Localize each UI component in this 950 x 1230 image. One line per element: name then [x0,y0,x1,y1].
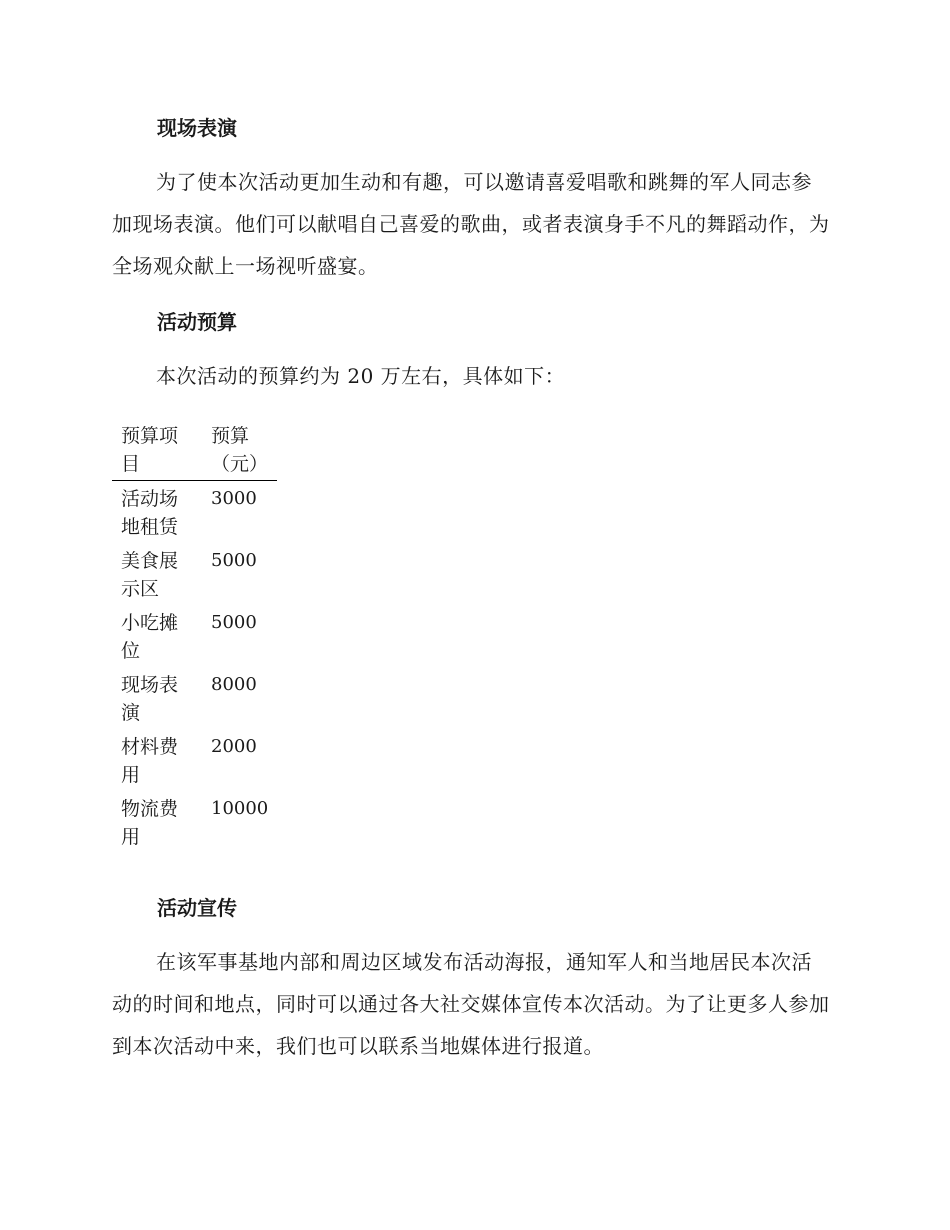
budget-table-header-amount: 预算（元） [211,425,269,475]
budget-item-cell: 现场表演 [121,674,179,724]
budget-item-cell: 物流费用 [121,798,179,848]
paragraph-performance: 为了使本次活动更加生动和有趣，可以邀请喜爱唱歌和跳舞的军人同志参加现场表演。他们可以献唱自己喜爱的歌曲，或者表演身手不凡的舞蹈动作，为全场观众献上一场视听盛宴。 [112,170,830,278]
budget-item-cell: 美食展示区 [121,550,179,600]
budget-item-cell: 材料费用 [121,736,179,786]
table-row [112,481,277,544]
budget-item-cell: 小吃摊位 [121,612,179,662]
budget-table-header-row [112,418,277,481]
paragraph-budget-intro: 本次活动的预算约为 20 万左右，具体如下： [156,364,566,388]
table-row [112,605,277,667]
budget-table-header-item: 预算项目 [121,425,179,475]
paragraph-promotion: 在该军事基地内部和周边区域发布活动海报，通知军人和当地居民本次活动的时间和地点，同时可以通过各大社交媒体宣传本次活动。为了让更多人参加到本次活动中来，我们也可以联系当地媒体进行报道。 [112,950,830,1058]
table-row [112,543,277,605]
budget-amount-cell: 5000 [211,550,257,571]
budget-table [112,418,277,853]
budget-amount-cell: 2000 [211,736,257,757]
table-row [112,791,277,853]
table-row [112,729,277,791]
section-heading-performance: 现场表演 [157,116,237,140]
budget-amount-cell: 3000 [211,488,257,509]
budget-amount-cell: 5000 [211,612,257,633]
section-heading-promotion: 活动宣传 [157,896,237,920]
budget-item-cell: 活动场地租赁 [121,488,179,538]
budget-amount-cell: 10000 [211,798,269,819]
table-row [112,667,277,729]
budget-amount-cell: 8000 [211,674,257,695]
section-heading-budget: 活动预算 [157,310,237,334]
